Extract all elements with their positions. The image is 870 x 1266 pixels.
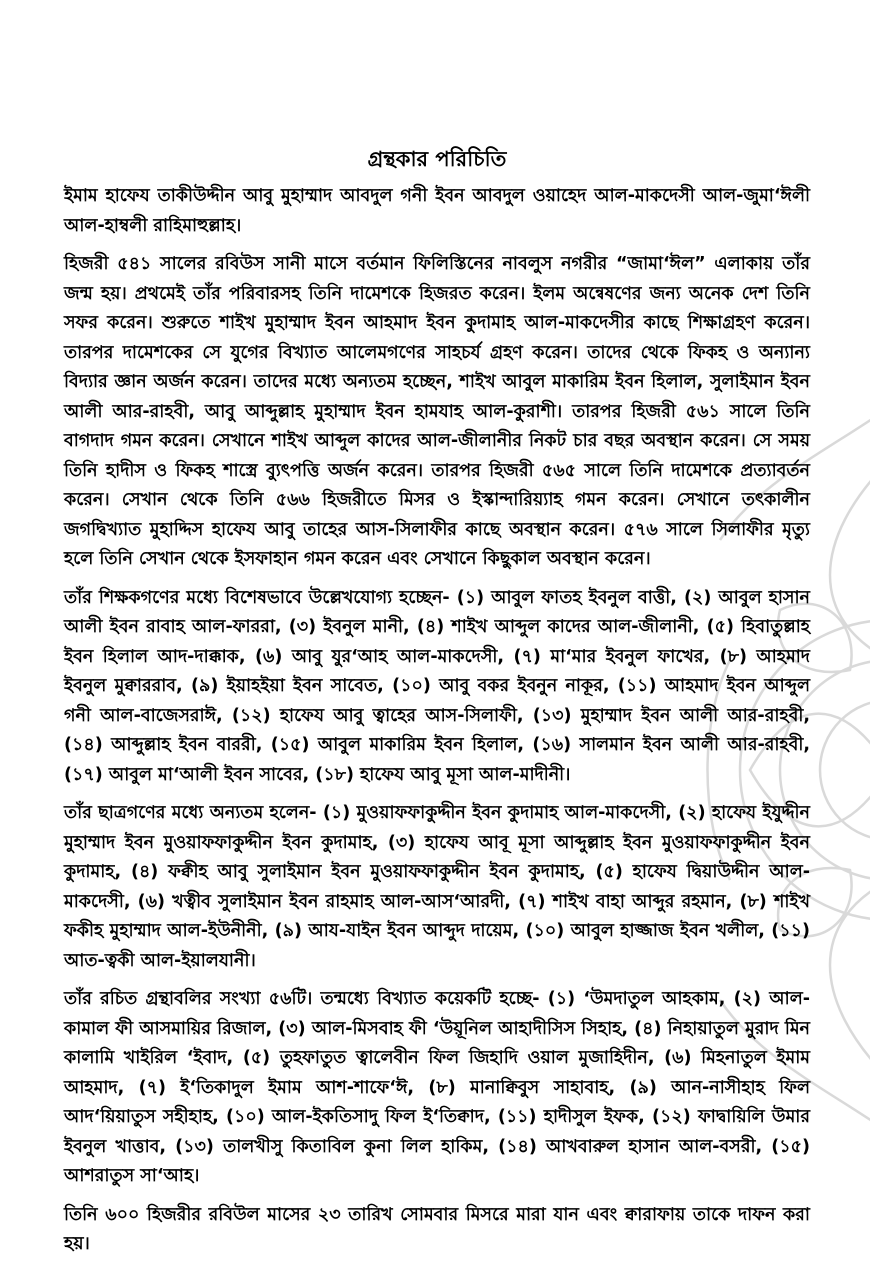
paragraph-teachers: তাঁর শিক্ষকগণের মধ্যে বিশেষভাবে উল্লেখযোগ্য হচ্ছেন- (১) আবুল ফাতহ ইবনুল বাত্তী, (২) আবুল হাসান আলী ইবন রাবাহ আল-ফাররা, (৩) ইবনুল মানী, (৪) শাইখ আব্দুল কাদের আল-জীলানী, (৫) হিবাতুল্লাহ ইবন হিলাল আদ-দাক্কাক, (৬) আবু যুর‘আহ আল-মাকদেসী, (৭) মা‘মার ইবনুল ফাখের, (৮) আহমাদ ইবনুল মুক্বাররাব, (৯) ইয়াহইয়া ইবন সাবেত, (১০) আবু বকর ইবনুন নাকূর, (১১) আহমাদ ইবন আব্দুল গনী আল-বাজেসরাঈ, (১২) হাফেয আবু ত্বাহের আস-সিলাফী, (১৩) মুহাম্মাদ ইবন আলী আর-রাহবী, (১৪) আব্দুল্লাহ ইবন বাররী, (১৫) আবুল মাকারিম ইবন হিলাল, (১৬) সালমান ইবন আলী আর-রাহবী, (১৭) আবুল মা‘আলী ইবন সাবের, (১৮) হাফেয আবু মূসা আল-মাদীনী।: [64, 587, 810, 785]
document-body: [64, 144, 810, 1266]
paragraph-biography: হিজরী ৫৪১ সালের রবিউস সানী মাসে বর্তমান ফিলিস্তিনের নাবলুস নগরীর “জামা‘ঈল” এলাকায় তাঁর জন্ম হয়। প্রথমেই তাঁর পরিবারসহ তিনি দামেশকে হিজরত করেন। ইলম অন্বেষণের জন্য অনেক দেশ তিনি সফর করেন। শুরুতে শাইখ মুহাম্মাদ ইবন আহমাদ ইবন কুদামাহ আল-মাকদেসীর কাছে শিক্ষাগ্রহণ করেন। তারপর দামেশকের সে যুগের বিখ্যাত আলেমগণের সাহচর্য গ্রহণ করেন। তাদের থেকে ফিকহ ও অন্যান্য বিদ্যার জ্ঞান অর্জন করেন। তাদের মধ্যে অন্যতম হচ্ছেন, শাইখ আবুল মাকারিম ইবন হিলাল, সুলাইমান ইবন আলী আর-রাহবী, আবু আব্দুল্লাহ মুহাম্মাদ ইবন হামযাহ আল-কুরাশী। তারপর হিজরী ৫৬১ সালে তিনি বাগদাদ গমন করেন। সেখানে শাইখ আব্দুল কাদের আল-জীলানীর নিকট চার বছর অবস্থান করেন। সে সময় তিনি হাদীস ও ফিকহ শাস্ত্রে ব্যুৎপত্তি অর্জন করেন। তারপর হিজরী ৫৬৫ সালে তিনি দামেশকে প্রত্যাবর্তন করেন। সেখান থেকে তিনি ৫৬৬ হিজরীতে মিসর ও ইস্কান্দারিয়্যাহ গমন করেন। সেখানে তৎকালীন জগদ্বিখ্যাত মুহাদ্দিস হাফেয আবু তাহের আস-সিলাফীর কাছে অবস্থান করেন। ৫৭৬ সালে সিলাফীর মৃত্যু হলে তিনি সেখান থেকে ইসফাহান গমন করেন এবং সেখানে কিছুকাল অবস্থান করেন।: [64, 254, 810, 569]
paragraph-intro: ইমাম হাফেয তাকীউদ্দীন আবু মুহাম্মাদ আবদুল গনী ইবন আবদুল ওয়াহেদ আল-মাকদেসী আল-জুমা‘ঈলী আল-হাম্বলী রাহিমাহুল্লাহ।: [64, 186, 810, 236]
paragraph-works: তাঁর রচিত গ্রন্থাবলির সংখ্যা ৫৬টি। তন্মধ্যে বিখ্যাত কয়েকটি হচ্ছে- (১) ‘উমদাতুল আহকাম, (২) আল-কামাল ফী আসমায়ির রিজাল, (৩) আল-মিসবাহ ফী ‘উয়ূনিল আহাদীসিস সিহাহ, (৪) নিহায়াতুল মুরাদ মিন কালামি খাইরিল ‘ইবাদ, (৫) তুহফাতুত ত্বালেবীন ফিল জিহাদি ওয়াল মুজাহিদীন, (৬) মিহনাতুল ইমাম আহমাদ, (৭) ই‘তিকাদুল ইমাম আশ-শাফে‘ঈ, (৮) মানাক্বিবুস সাহাবাহ, (৯) আন-নাসীহাহ ফিল আদ‘য়িয়াতুস সহীহাহ, (১০) আল-ইকতিসাদু ফিল ই‘তিক্বাদ, (১১) হাদীসুল ইফক, (১২) ফাদ্বায়িলি উমার ইবনুল খাত্তাব, (১৩) তালখীসু কিতাবিল কুনা লিল হাকিম, (১৪) আখবারুল হাসান আল-বসরী, (১৫) আশরাতুস সা‘আহ।: [64, 989, 810, 1186]
paragraph-death: তিনি ৬০০ হিজরীর রবিউল মাসের ২৩ তারিখ সোমবার মিসরে মারা যান এবং ক্বারাফায় তাকে দাফন করা হয়।: [64, 1204, 810, 1254]
page-title: গ্রন্থকার পরিচিতি: [367, 147, 507, 171]
paragraph-students: তাঁর ছাত্রগণের মধ্যে অন্যতম হলেন- (১) মুওয়াফফাকুদ্দীন ইবন কুদামাহ আল-মাকদেসী, (২) হাফেয ইযুদ্দীন মুহাম্মাদ ইবন মুওয়াফফাকুদ্দীন ইবন কুদামাহ, (৩) হাফেয আবূ মূসা আব্দুল্লাহ ইবন মুওয়াফফাকুদ্দীন ইবন কুদামাহ, (৪) ফক্বীহ আবু সুলাইমান ইবন মুওয়াফফাকুদ্দীন ইবন কুদামাহ, (৫) হাফেয দ্বিয়াউদ্দীন আল-মাকদেসী, (৬) খত্বীব সুলাইমান ইবন রাহমাহ আল-আস‘আরদী, (৭) শাইখ বাহা আব্দুর রহমান, (৮) শাইখ ফকীহ মুহাম্মাদ আল-ইউনীনী, (৯) আয-যাইন ইবন আব্দুদ দায়েম, (১০) আবুল হাজ্জাজ ইবন খলীল, (১১) আত-ত্বকী আল-ইয়ালযানী।: [64, 803, 810, 971]
